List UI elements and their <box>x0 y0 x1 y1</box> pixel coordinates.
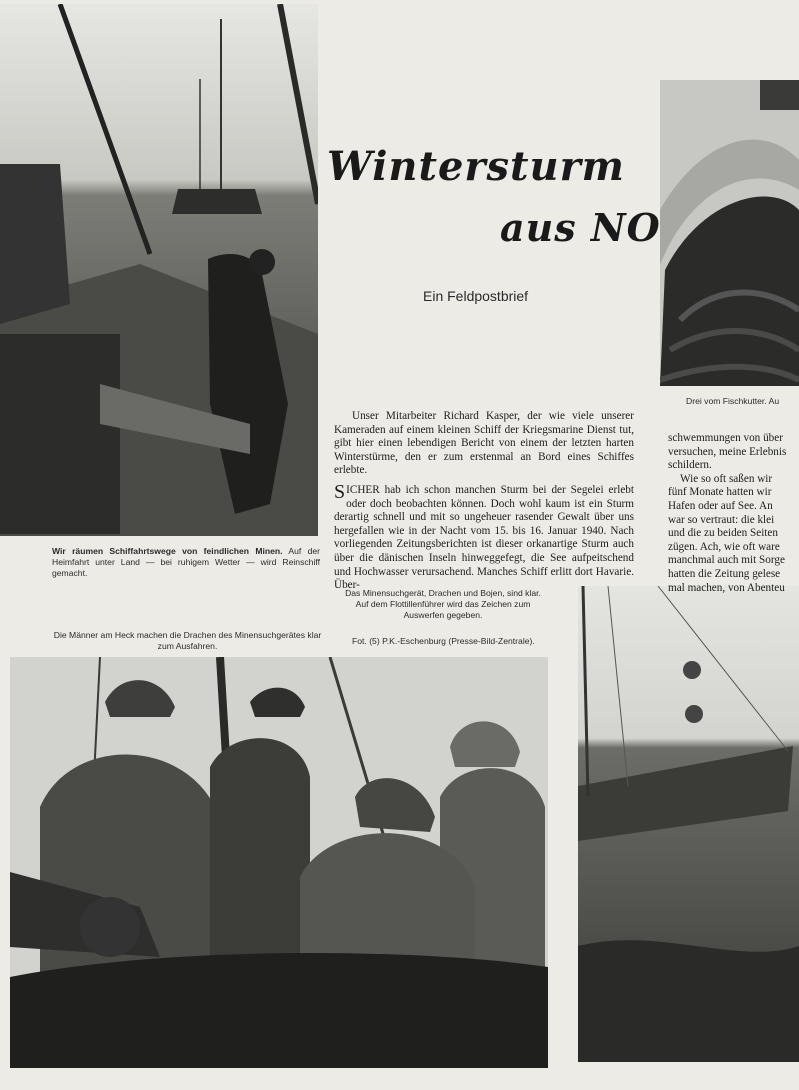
article-subtitle: Ein Feldpostbrief <box>423 288 529 304</box>
caption-top-right: Drei vom Fischkutter. Au <box>686 396 780 406</box>
caption-bottom-left: Die Männer am Heck machen die Drachen des Minensuchgerätes klar zum Ausfahren. <box>53 630 322 651</box>
right-column-line: mal machen, von Abenteu <box>668 581 785 594</box>
photo-men-at-stern <box>10 657 548 1068</box>
right-column-line: versuchen, meine Erlebnis <box>668 445 787 458</box>
drop-cap: S <box>334 481 346 503</box>
right-column-line: war so vertraut: die klei <box>668 513 775 526</box>
photo-fisherman-closeup <box>660 80 799 386</box>
body-text: ICHER hab ich schon manchen Sturm bei der Segelei erlebt oder doch beobachten können. Doch wohl kaum ist ein Sturm derartig schnell und mit so ungeheuer rasender Gewalt über uns hergefallen wie in der Nacht vom 15. bis 16. Januar 1940. Nach vorliegenden Zeitungsberichten ist dieser orkanartige Sturm auch über die dänischen Inseln hinweggefegt, die See aufpeitschend und Hochwasser verursachend. Manches Schiff erlitt dort Havarie. Über- <box>334 484 634 592</box>
caption-top-left <box>52 546 320 579</box>
photo-credit: Fot. (5) P.K.-Eschenburg (Presse-Bild-Zentrale). <box>352 636 535 646</box>
article-intro: Unser Mitarbeiter Richard Kasper, der wie viele unserer Kameraden auf einem kleinen Schiff der Kriegsmarine Dienst tut, gibt hier einen lebendigen Bericht von einem der letzten harten Winterstürme, den er zum erstenmal an Bord eines Schiffes erlebte. <box>334 410 634 477</box>
caption-top-left-bold: Wir räumen Schiffahrtswege von feindlichen Minen. <box>52 546 283 556</box>
right-column-line: und die zu beiden Seiten <box>668 527 778 540</box>
right-column-line: zügen. Ach, wie oft ware <box>668 540 780 553</box>
caption-top-left-rest: Auf der Heimfahrt unter Land — bei ruhigem Wetter — wird Reinschiff gemacht. <box>52 546 320 578</box>
article-body <box>334 481 634 593</box>
right-column-line: schildern. <box>668 459 712 472</box>
right-column-line: manchmal auch mit Sorge <box>668 554 785 567</box>
caption-middle: Das Minensuchgerät, Drachen und Bojen, sind klar. Auf dem Flottillenführer wird das Zeichen zum Auswerfen gegeben. <box>345 588 541 620</box>
right-column-line: Hafen oder auf See. An <box>668 499 773 512</box>
article-title-line1: Wintersturm <box>327 143 625 190</box>
right-column-line: Wie so oft saßen wir <box>680 472 773 485</box>
right-column-text <box>668 432 799 595</box>
article-title-line2: aus NO <box>500 205 661 250</box>
right-column-line: schwemmungen von über <box>668 432 783 444</box>
photo-fishing-cutter <box>578 586 799 1062</box>
right-column-line: fünf Monate hatten wir <box>668 486 772 499</box>
right-column-line: hatten die Zeitung gelese <box>668 567 781 580</box>
photo-minesweeper-deck <box>0 4 318 536</box>
